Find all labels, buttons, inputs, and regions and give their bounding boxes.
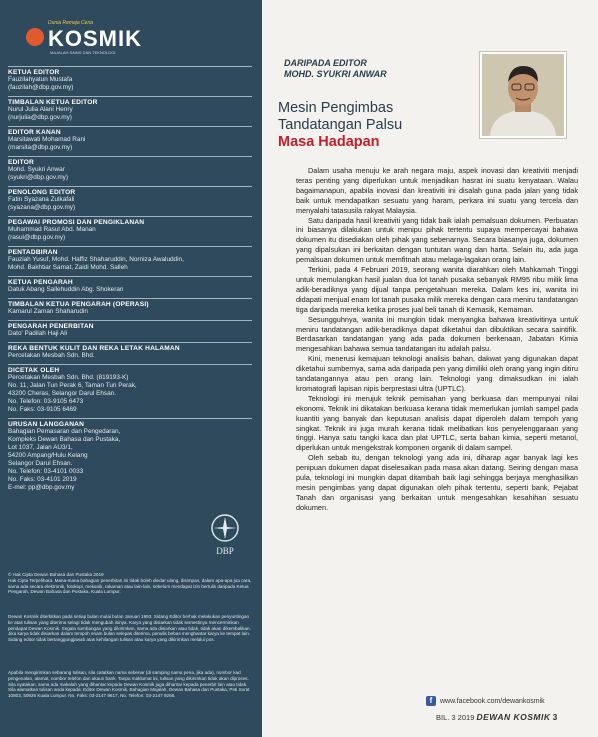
masthead-panel bbox=[0, 0, 262, 737]
submission-note: Apabila mengirimkan sebarang tulisan, sila catatkan nama sebenar (di samping nama pena, jika ada), nombor kad pengenalan, alamat, nombor telefon dan akaun bank. Tanpa maklumat ini, tulisan yang dikirimkan tidak akan diproses. Sila nyatakan, sama ada makalah yang dihantar kepada Dewan Kosmik juga dihantar kepada penerbit lain atau tidak. Sila alamatkan tulisan anda kepada: Editor Dewan Kosmik, Bahagian Majalah, Dewan Bahasa dan Pustaka, Peti Surat 10803, 50926 Kuala Lumpur. No. Faks: 03-2147 9617, No. Telefon: 03-2147 9266. bbox=[8, 670, 250, 699]
masthead-heading: REKA BENTUK KULIT DAN REKA LETAK HALAMAN bbox=[8, 345, 180, 352]
title-line-3: Masa Hadapan bbox=[278, 134, 380, 150]
masthead-line: Selangor Darul Ehsan. bbox=[8, 460, 73, 467]
from-editor-label: DARIPADA EDITOR bbox=[284, 58, 367, 68]
masthead-line: Fatin Syazana Zulkafali bbox=[8, 196, 75, 203]
page-folio bbox=[436, 712, 558, 722]
masthead-line: Kamarul Zaman Shaharudin bbox=[8, 308, 88, 315]
article-title bbox=[278, 100, 402, 151]
masthead-line: No. 11, Jalan Tun Perak 6, Taman Tun Perak, bbox=[8, 382, 137, 389]
copyright-line: © Hak Cipta Dewan Bahasa dan Pustaka 2019 bbox=[8, 572, 104, 577]
masthead-section bbox=[8, 246, 252, 272]
masthead-line: Muhammad Rasul Abd. Manan bbox=[8, 226, 96, 233]
copyright-note bbox=[8, 572, 252, 595]
masthead-line: 54200 Ampang/Hulu Kelang bbox=[8, 452, 88, 459]
masthead-section bbox=[8, 276, 252, 294]
masthead-heading: DICETAK OLEH bbox=[8, 367, 60, 374]
page-number: 3 bbox=[552, 712, 558, 722]
author-name: MOHD. SYUKRI ANWAR bbox=[284, 69, 387, 79]
title-line-2: Tandatangan Palsu bbox=[278, 117, 403, 133]
logo-tagline: Dunia Remaja Ceria bbox=[48, 20, 94, 26]
masthead-section bbox=[8, 186, 252, 212]
dbp-logo-label: DBP bbox=[216, 546, 234, 556]
masthead-section bbox=[8, 156, 252, 182]
masthead-line: 43200 Cheras, Selangor Darul Ehsan. bbox=[8, 390, 116, 397]
masthead-section bbox=[8, 96, 252, 122]
masthead-line: Kompleks Dewan Bahasa dan Pustaka, bbox=[8, 436, 121, 443]
masthead-heading: PENGARAH PENERBITAN bbox=[8, 323, 94, 330]
masthead-line: Percetakan Mesbah Sdn. Bhd. bbox=[8, 352, 95, 359]
masthead-heading: KETUA PENGARAH bbox=[8, 279, 73, 286]
masthead-heading: TIMBALAN KETUA PENGARAH (OPERASI) bbox=[8, 301, 149, 308]
masthead-line: E-mel: pp@dbp.gov.my bbox=[8, 484, 75, 491]
masthead-heading: PENTADBIRAN bbox=[8, 249, 58, 256]
masthead-section bbox=[8, 418, 252, 492]
masthead-section bbox=[8, 66, 252, 92]
masthead-line: Lot 1037, Jalan AU3/1, bbox=[8, 444, 73, 451]
editor-portrait bbox=[480, 52, 566, 138]
masthead-line: (nurjulia@dbp.gov.my) bbox=[8, 114, 72, 121]
editorial-article bbox=[262, 0, 598, 737]
masthead-line: No. Faks: 03-4101 2019 bbox=[8, 476, 77, 483]
article-paragraph: Satu daripada hasil kreativiti yang tidak baik ialah pemalsuan dokumen. Perbuatan ini biasanya dilakukan untuk menipu pihak tertentu supaya mempercayai bahawa dokumen itu disediakan oleh pihak yang sebenarnya. Secara biasanya juga, dokumen yang dipalsukan ini berkaitan dengan tuntutan wang dan harta. Selain itu, ada juga pemalsuan dokumen untuk memfitnah atau melaga-lagakan orang lain. bbox=[296, 215, 578, 265]
masthead-line: Bahagian Pemasaran dan Pengedaran, bbox=[8, 428, 121, 435]
masthead-line: (syukri@dbp.gov.my) bbox=[8, 174, 68, 181]
masthead-heading: EDITOR bbox=[8, 159, 34, 166]
editorial-note: Dewan Kosmik diterbitkan pada setiap bulan mulai bulan Januari 1993. Sidang Editor berhak melakukan penyuntingan ke atas tulisan yang diterima selagi tidak mengubah isinya. Karya yang disiarkan tidak semestinya mencerminkan pendapat Dewan Kosmik. Segala sumbangan yang dikirimkan, sama ada disiarkan atau tidak, tidak akan dikembalikan. Jika karya tidak disiarkan dalam tempoh enam bulan selepas diterima, penulis bebas menghantar karya ke tempat lain. Sidang editor tidak bertanggungjawab atas kehilangan tulisan atau karya yang dikirimkan melalui pos. bbox=[8, 614, 251, 643]
masthead-section bbox=[8, 342, 252, 360]
masthead-heading: KETUA EDITOR bbox=[8, 69, 60, 76]
article-paragraph: Kini, menerusi kemajuan teknologi analisis bahan, dakwat yang digunakan dapat diketahui sumbernya, sama ada daripada pen yang dimiliki oleh orang yang ingin ditiru tandatangannya atau pen orang lain. Teknologi yang dimaksudkan ini ialah kromatografi lapisan nipis berprestasi ultra (UPTLC). bbox=[296, 354, 578, 393]
masthead-section bbox=[8, 298, 252, 316]
masthead-line: Percetakan Mesbah Sdn. Bhd. (819193-K) bbox=[8, 374, 129, 381]
masthead-line: (syazana@dbp.gov.my) bbox=[8, 204, 76, 211]
masthead-heading: EDITOR KANAN bbox=[8, 129, 61, 136]
masthead-heading: PENOLONG EDITOR bbox=[8, 189, 76, 196]
masthead-line: No. Telefon: 03-4101 0033 bbox=[8, 468, 84, 475]
masthead-line: Fauzilahyatun Mustafa bbox=[8, 76, 73, 83]
facebook-url[interactable]: www.facebook.com/dewankosmik bbox=[440, 697, 545, 705]
rights-text: Hak Cipta Terpelihara. Mana-mana bahagian penerbitan ini tidak boleh diedar ulang, disimpan, dalam apa-apa jua cara, sama ada secara elektronik, fotokopi, mekanik, rakaman atau lain-lain, sebelum mendapat izin bertulis daripada Ketua Pengarah, Dewan Bahasa dan Pustaka, Kuala Lumpur. bbox=[8, 577, 252, 595]
title-line-1: Mesin Pengimbas bbox=[278, 100, 394, 116]
masthead-heading: TIMBALAN KETUA EDITOR bbox=[8, 99, 98, 106]
facebook-link[interactable] bbox=[426, 696, 545, 706]
masthead-line: No. Telefon: 03-9105 6473 bbox=[8, 398, 84, 405]
logo-subtitle: MAJALAH SAINS DAN TEKNOLOGI bbox=[50, 50, 116, 55]
masthead-line: Marsitawati Mohamad Rani bbox=[8, 136, 86, 143]
byline bbox=[284, 58, 387, 80]
portrait-image bbox=[482, 54, 564, 136]
masthead-line: Mohd. Syukri Anwar bbox=[8, 166, 65, 173]
kosmik-logo bbox=[14, 12, 164, 55]
masthead-section bbox=[8, 216, 252, 242]
article-paragraph: Teknologi ini merujuk teknik pemisahan yang berkuasa dan mempunyai nilai ekonomi. Teknik ini dikatakan berkuasa kerana tidak memerlukan jumlah sampel pada kuantiti yang banyak dan keputusan analisis dapat diperoleh dalam tempoh yang singkat. Teknik ini juga murah kerana tidak melibatkan kos penyelenggaraan yang tinggi. Hanya satu tangki kaca dan plat UPTLC, serta bahan kimia, seperti metanol, diperlukan untuk mengekstrak komponen organik di dalam sampel. bbox=[296, 393, 578, 453]
masthead-section bbox=[8, 320, 252, 338]
masthead-line: Fauziah Yusuf, Mohd. Haffiz Shaharuddin, Norniza Awaluddin, bbox=[8, 256, 184, 263]
masthead-line: Dato' Padilah Haji Ali bbox=[8, 330, 68, 337]
masthead-heading: URUSAN LANGGANAN bbox=[8, 421, 85, 428]
masthead-line: No. Faks: 03-9105 6469 bbox=[8, 406, 77, 413]
masthead-section bbox=[8, 364, 252, 414]
masthead-line: (fauzilah@dbp.gov.my) bbox=[8, 84, 74, 91]
article-paragraph: Dalam usaha menuju ke arah negara maju, aspek inovasi dan kreativiti menjadi teras penting yang diperlukan untuk menjadikan hasrat ini suatu kenyataan. Walau bagaimanapun, apabila inovasi dan kreativiti ini disalah guna pada jalan yang tidak baik untuk mendapatkan sesuatu yang haram, perkara ini suatu yang tercela dan menyalahi tatasusila rakyat Malaysia. bbox=[296, 166, 578, 215]
facebook-icon: f bbox=[426, 696, 436, 706]
magazine-name: DEWAN KOSMIK bbox=[476, 712, 551, 722]
masthead-line: Nurul Julia Alani Henry bbox=[8, 106, 73, 113]
masthead-heading: PEGAWAI PROMOSI DAN PENGIKLANAN bbox=[8, 219, 145, 226]
masthead-list bbox=[8, 66, 252, 496]
masthead-line: (marsita@dbp.gov.my) bbox=[8, 144, 73, 151]
masthead-line: Datuk Abang Sallehuddin Abg. Shokeran bbox=[8, 286, 124, 293]
dbp-logo-icon bbox=[204, 510, 246, 558]
masthead-line: Mohd. Bakhtiar Samat, Zaidi Mohd. Salleh bbox=[8, 264, 128, 271]
logo-wordmark: KOSMIK bbox=[48, 26, 142, 51]
masthead-line: (rasul@dbp.gov.my) bbox=[8, 234, 66, 241]
article-paragraph: Oleh sebab itu, dengan teknologi yang ada ini, diharap agar banyak lagi kes penipuan dokumen dapat diselesaikan pada masa akan datang. Seiring dengan masa pula, teknologi ini mungkin dapat ditambah baik lagi sehingga berjaya menghasilkan mesin pengimbas yang dapat digunakan oleh pihak tertentu, seperti bank, Pejabat Tanah dan organisasi yang berkaitan untuk mengesahkan kesahihan sesuatu dokumen. bbox=[296, 453, 578, 512]
article-body bbox=[296, 166, 578, 513]
article-paragraph: Terkini, pada 4 Februari 2019, seorang wanita diarahkan oleh Mahkamah Tinggi untuk memulangkan hasil jualan dua lot tanah pusaka sebanyak RM95 ribu milik lima adik-beradiknya yang dijual tanpa pengetahuan mereka. Dalam kes ini, wanita ini didapati menjual enam lot tanah pusaka milik mereka dengan cara meniru tandatangan tiga daripada mereka ketika proses jual beli tanah di Kemasik, Kemaman. bbox=[296, 265, 578, 314]
logo-badge-icon bbox=[26, 28, 44, 46]
article-paragraph: Sesungguhnya, wanita ini mungkin tidak menyangka bahawa kreativitinya untuk meniru tandatangan adik-beradiknya dapat diketahui dan dibuktikan secara saintifik. Berdasarkan tandatangan yang ada pada dokumen berkenaan, Jabatan Kimia mengesahkan bahawa semua tandatangan itu adalah palsu. bbox=[296, 314, 578, 354]
masthead-section bbox=[8, 126, 252, 152]
issue-number: BIL. 3 2019 bbox=[436, 713, 475, 722]
